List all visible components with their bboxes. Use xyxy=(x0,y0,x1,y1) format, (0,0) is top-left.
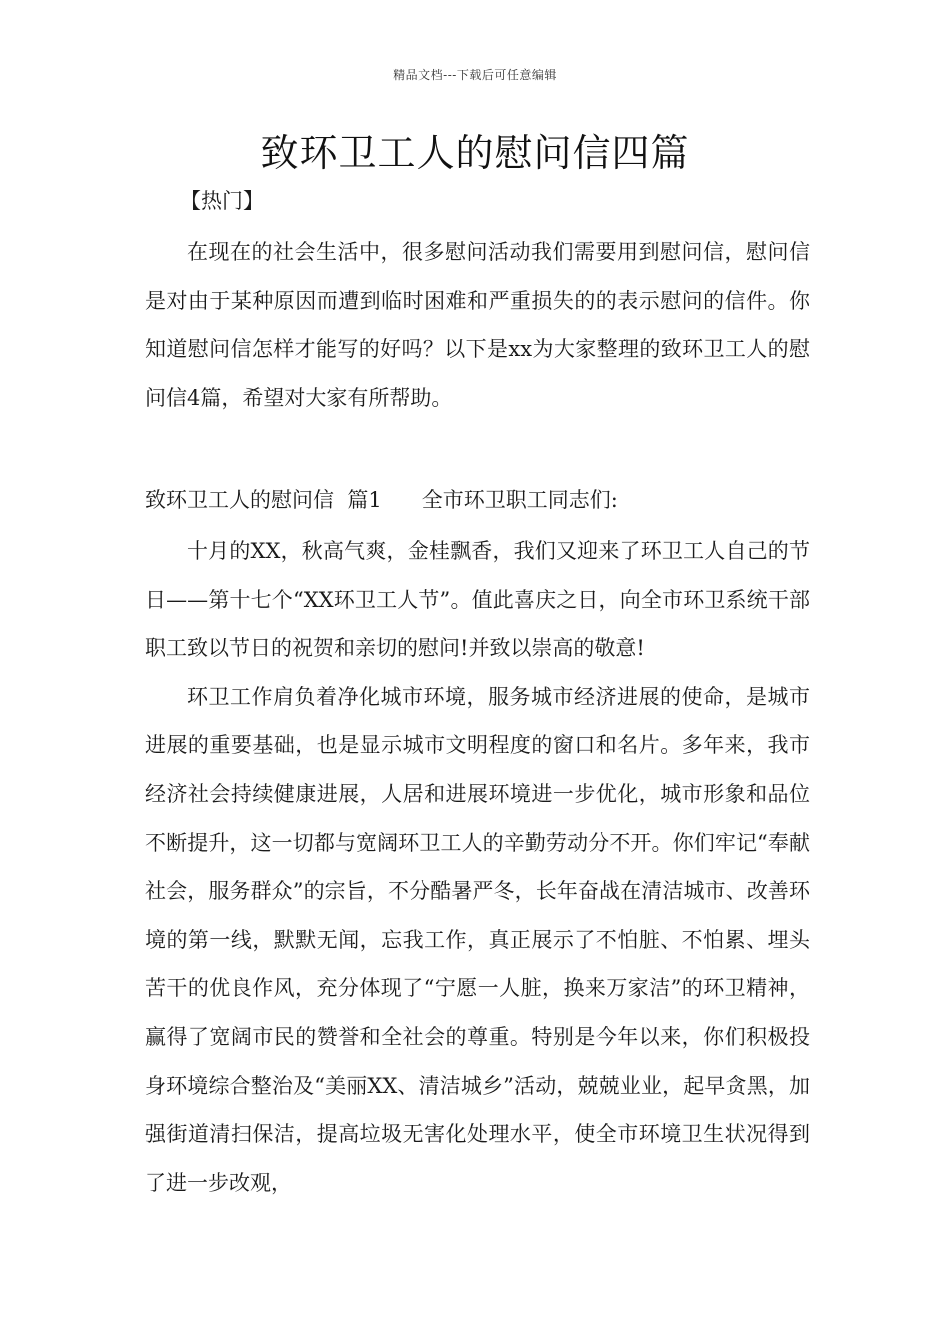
section-title: 致环卫工人的慰问信 篇1 xyxy=(145,488,382,512)
page-header-note: 精品文档---下载后可任意编辑 xyxy=(393,68,557,82)
salutation: 全市环卫职工同志们: xyxy=(421,488,618,512)
body-paragraph: 环卫工作肩负着净化城市环境，服务城市经济进展的使命，是城市进展的重要基础，也是显示城市文明程度的窗口和名片。多年来，我市经济社会持续健康进展，人居和进展环境进一步优化，城市形象和品位不断提升，这一切都与宽阔环卫工人的辛勤劳动分不开。你们牢记“奉献社会，服务群众”的宗旨，不分酷暑严冬，长年奋战在清洁城市、改善环境的第一线，默默无闻，忘我工作，真正展示了不怕脏、不怕累、埋头苦干的优良作风，充分体现了“宁愿一人脏，换来万家洁”的环卫精神，赢得了宽阔市民的赞誉和全社会的尊重。特别是今年以来，你们积极投身环境综合整治及“美丽XX、清洁城乡”活动，兢兢业业，起早贪黑，加强街道清扫保洁，提高垃圾无害化处理水平，使全市环境卫生状况得到了进一步改观， xyxy=(145,684,810,1195)
intro-section xyxy=(145,228,810,422)
section-heading xyxy=(145,480,810,520)
intro-paragraph: 在现在的社会生活中，很多慰问活动我们需要用到慰问信，慰问信是对由于某种原因而遭到临时困难和严重损失的的表示慰问的信件。你知道慰问信怎样才能写的好吗？以下是xx为大家整理的致环卫工人的慰问信4篇，希望对大家有所帮助。 xyxy=(145,240,810,410)
hot-tag: 【热门】 xyxy=(180,189,264,213)
body-paragraph: 十月的XX，秋高气爽，金桂飘香，我们又迎来了环卫工人自己的节日——第十七个“XX环卫工人节”。值此喜庆之日，向全市环卫系统干部职工致以节日的祝贺和亲切的慰问!并致以崇高的敬意! xyxy=(145,539,810,661)
document-title: 致环卫工人的慰问信四篇 xyxy=(260,131,690,175)
letter-body xyxy=(145,527,810,1207)
